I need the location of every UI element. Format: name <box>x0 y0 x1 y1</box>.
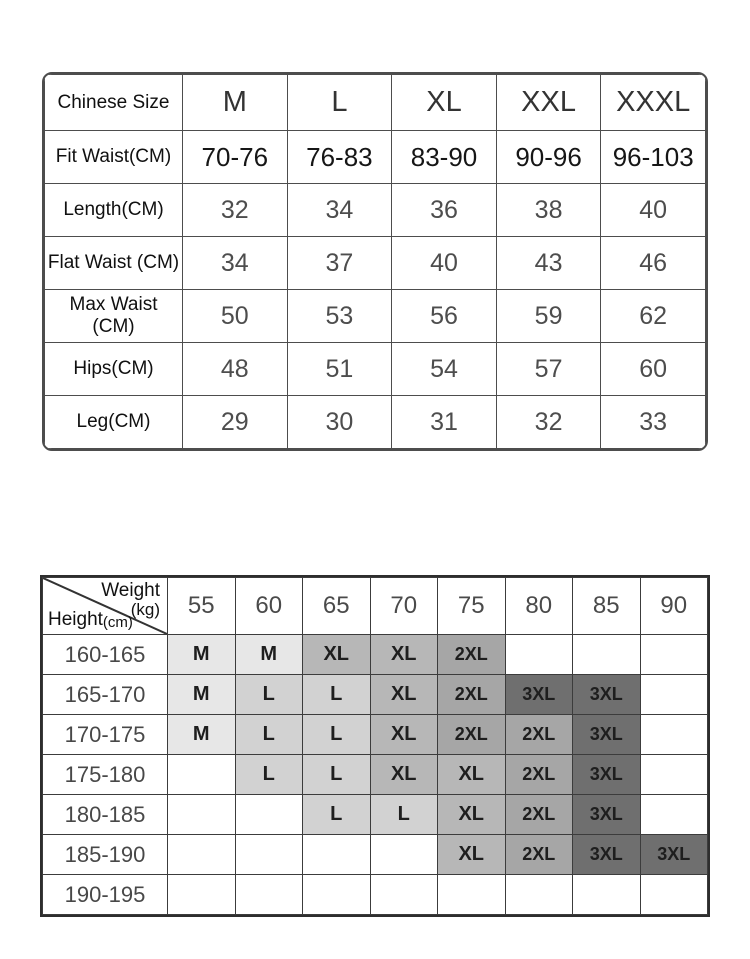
matrix-empty-cell <box>573 875 641 915</box>
matrix-row <box>43 715 708 755</box>
height-row-label: 170-175 <box>43 715 168 755</box>
size-row-label: Leg(CM) <box>45 396 183 449</box>
matrix-size-cell: L <box>303 715 371 755</box>
size-value-cell: 31 <box>392 396 497 449</box>
matrix-row <box>43 835 708 875</box>
matrix-empty-cell <box>640 715 708 755</box>
matrix-size-cell: 3XL <box>573 715 641 755</box>
matrix-size-cell: 2XL <box>438 715 506 755</box>
size-header-cell: XXL <box>496 75 601 131</box>
matrix-size-cell: L <box>235 715 303 755</box>
matrix-empty-cell <box>168 755 236 795</box>
weight-header-cell: 85 <box>573 578 641 635</box>
size-value-cell: 56 <box>392 290 497 343</box>
size-value-cell: 32 <box>183 184 288 237</box>
matrix-size-cell: 3XL <box>573 755 641 795</box>
size-table-row <box>45 184 706 237</box>
height-row-label: 165-170 <box>43 675 168 715</box>
matrix-size-cell: 2XL <box>505 835 573 875</box>
matrix-size-cell: 3XL <box>573 795 641 835</box>
size-value-cell: 90-96 <box>496 131 601 184</box>
weight-header-cell: 70 <box>370 578 438 635</box>
size-row-label: Max Waist (CM) <box>45 290 183 343</box>
matrix-row <box>43 795 708 835</box>
matrix-size-cell: M <box>168 675 236 715</box>
size-value-cell: 34 <box>183 237 288 290</box>
matrix-corner-cell <box>43 578 168 635</box>
matrix-size-cell: XL <box>438 835 506 875</box>
matrix-size-cell: 3XL <box>640 835 708 875</box>
matrix-empty-cell <box>640 755 708 795</box>
matrix-empty-cell <box>370 875 438 915</box>
size-table-row <box>45 290 706 343</box>
size-value-cell: 51 <box>287 343 392 396</box>
corner-height-label: Height(cm) <box>48 609 133 631</box>
size-value-cell: 57 <box>496 343 601 396</box>
matrix-empty-cell <box>168 875 236 915</box>
size-header-cell: XL <box>392 75 497 131</box>
matrix-size-cell: 3XL <box>505 675 573 715</box>
size-row-label: Chinese Size <box>45 75 183 131</box>
matrix-empty-cell <box>640 875 708 915</box>
matrix-size-cell: XL <box>303 635 371 675</box>
height-row-label: 180-185 <box>43 795 168 835</box>
corner-weight-label: Weight (kg) <box>101 580 160 619</box>
size-table-row <box>45 343 706 396</box>
weight-header-cell: 80 <box>505 578 573 635</box>
matrix-empty-cell <box>640 675 708 715</box>
matrix-header-row <box>43 578 708 635</box>
size-row-label: Hips(CM) <box>45 343 183 396</box>
size-row-label: Fit Waist(CM) <box>45 131 183 184</box>
size-table-row <box>45 75 706 131</box>
matrix-size-cell: XL <box>438 755 506 795</box>
matrix-row <box>43 675 708 715</box>
size-measurement-grid <box>44 74 706 449</box>
size-table-row <box>45 396 706 449</box>
matrix-row <box>43 875 708 915</box>
matrix-size-cell: M <box>235 635 303 675</box>
matrix-empty-cell <box>505 875 573 915</box>
matrix-empty-cell <box>505 635 573 675</box>
matrix-size-cell: XL <box>370 635 438 675</box>
matrix-empty-cell <box>370 835 438 875</box>
matrix-empty-cell <box>168 835 236 875</box>
size-table-row <box>45 237 706 290</box>
size-header-cell: XXXL <box>601 75 706 131</box>
size-table-row <box>45 131 706 184</box>
size-header-cell: M <box>183 75 288 131</box>
size-value-cell: 54 <box>392 343 497 396</box>
matrix-size-cell: 2XL <box>438 675 506 715</box>
size-value-cell: 50 <box>183 290 288 343</box>
matrix-empty-cell <box>303 875 371 915</box>
matrix-size-cell: L <box>303 795 371 835</box>
matrix-size-cell: M <box>168 635 236 675</box>
matrix-size-cell: L <box>303 755 371 795</box>
size-value-cell: 37 <box>287 237 392 290</box>
size-value-cell: 40 <box>601 184 706 237</box>
matrix-size-cell: L <box>303 675 371 715</box>
size-row-label: Flat Waist (CM) <box>45 237 183 290</box>
matrix-size-cell: XL <box>438 795 506 835</box>
height-weight-matrix-table <box>40 575 710 917</box>
height-row-label: 175-180 <box>43 755 168 795</box>
matrix-empty-cell <box>235 795 303 835</box>
matrix-size-cell: L <box>235 755 303 795</box>
size-value-cell: 43 <box>496 237 601 290</box>
matrix-empty-cell <box>438 875 506 915</box>
matrix-empty-cell <box>640 635 708 675</box>
size-value-cell: 96-103 <box>601 131 706 184</box>
matrix-size-cell: 3XL <box>573 675 641 715</box>
height-row-label: 185-190 <box>43 835 168 875</box>
weight-header-cell: 65 <box>303 578 371 635</box>
size-value-cell: 30 <box>287 396 392 449</box>
height-row-label: 190-195 <box>43 875 168 915</box>
size-value-cell: 36 <box>392 184 497 237</box>
size-row-label: Length(CM) <box>45 184 183 237</box>
matrix-size-cell: 3XL <box>573 835 641 875</box>
matrix-empty-cell <box>303 835 371 875</box>
size-value-cell: 34 <box>287 184 392 237</box>
matrix-size-cell: XL <box>370 675 438 715</box>
matrix-row <box>43 635 708 675</box>
matrix-size-cell: L <box>235 675 303 715</box>
matrix-size-cell: M <box>168 715 236 755</box>
size-value-cell: 53 <box>287 290 392 343</box>
matrix-size-cell: XL <box>370 715 438 755</box>
size-value-cell: 62 <box>601 290 706 343</box>
size-value-cell: 48 <box>183 343 288 396</box>
matrix-row <box>43 755 708 795</box>
size-header-cell: L <box>287 75 392 131</box>
weight-header-cell: 75 <box>438 578 506 635</box>
weight-header-cell: 60 <box>235 578 303 635</box>
size-value-cell: 46 <box>601 237 706 290</box>
size-value-cell: 59 <box>496 290 601 343</box>
matrix-size-cell: 2XL <box>438 635 506 675</box>
height-row-label: 160-165 <box>43 635 168 675</box>
size-value-cell: 29 <box>183 396 288 449</box>
matrix-size-cell: 2XL <box>505 715 573 755</box>
matrix-empty-cell <box>573 635 641 675</box>
size-value-cell: 60 <box>601 343 706 396</box>
size-value-cell: 40 <box>392 237 497 290</box>
matrix-empty-cell <box>235 875 303 915</box>
matrix-size-cell: 2XL <box>505 795 573 835</box>
height-weight-matrix-grid <box>42 577 708 915</box>
size-value-cell: 76-83 <box>287 131 392 184</box>
matrix-size-cell: XL <box>370 755 438 795</box>
matrix-size-cell: L <box>370 795 438 835</box>
size-value-cell: 33 <box>601 396 706 449</box>
weight-header-cell: 90 <box>640 578 708 635</box>
size-value-cell: 83-90 <box>392 131 497 184</box>
matrix-empty-cell <box>235 835 303 875</box>
size-value-cell: 38 <box>496 184 601 237</box>
size-value-cell: 70-76 <box>183 131 288 184</box>
weight-header-cell: 55 <box>168 578 236 635</box>
matrix-empty-cell <box>640 795 708 835</box>
matrix-empty-cell <box>168 795 236 835</box>
matrix-size-cell: 2XL <box>505 755 573 795</box>
size-value-cell: 32 <box>496 396 601 449</box>
size-measurement-table <box>42 72 708 451</box>
